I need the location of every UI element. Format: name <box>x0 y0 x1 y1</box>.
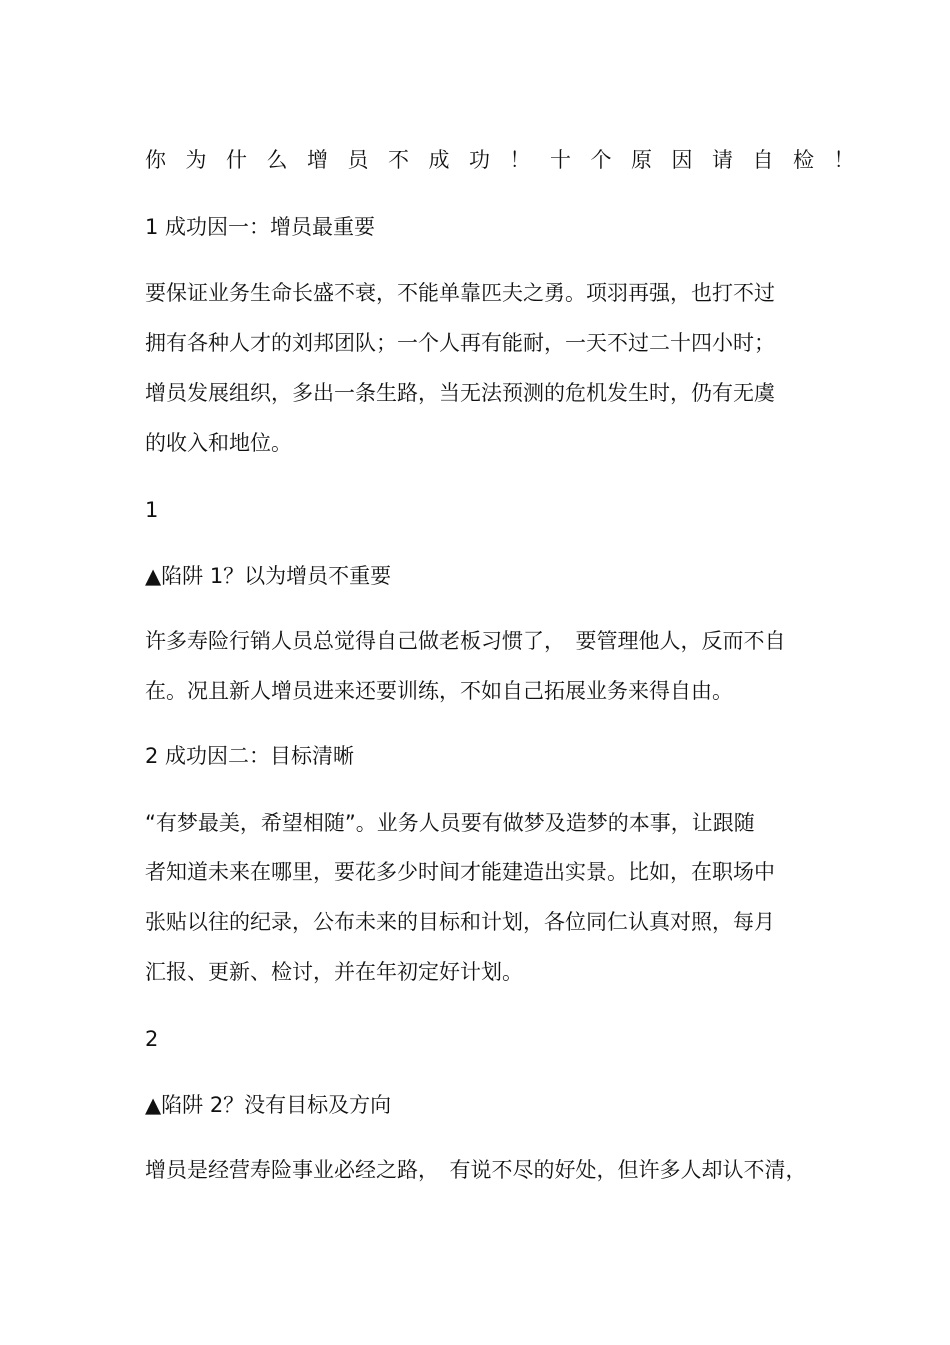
trap2-para-line-1: 增员是经营寿险事业必经之路， 有说不尽的好处，但许多人却认不清， <box>145 1158 807 1182</box>
trap1-para-line-2: 在。况且新人增员进来还要训练，不如自己拓展业务来得自由。 <box>145 679 733 703</box>
para2-line-3: 张贴以往的纪录，公布未来的目标和计划，各位同仁认真对照，每月 <box>145 910 775 934</box>
trap2-heading: ▲陷阱 2？没有目标及方向 <box>145 1093 392 1117</box>
page-marker-2: 2 <box>145 1027 159 1051</box>
trap1-heading: ▲陷阱 1？以为增员不重要 <box>145 564 392 588</box>
para2-line-2: 者知道未来在哪里，要花多少时间才能建造出实景。比如，在职场中 <box>145 860 775 884</box>
page-marker-1: 1 <box>145 498 159 522</box>
para1-line-1: 要保证业务生命长盛不衰，不能单靠匹夫之勇。项羽再强，也打不过 <box>145 281 775 305</box>
para2-line-1: “有梦最美，希望相随”。业务人员要有做梦及造梦的本事，让跟随 <box>145 811 755 835</box>
section1-heading: 1 成功因一：增员最重要 <box>145 215 376 239</box>
para1-line-2: 拥有各种人才的刘邦团队；一个人再有能耐，一天不过二十四小时； <box>145 331 775 355</box>
para2-line-4: 汇报、更新、检讨，并在年初定好计划。 <box>145 960 523 984</box>
section2-heading: 2 成功因二：目标清晰 <box>145 744 355 768</box>
para1-line-4: 的收入和地位。 <box>145 431 292 455</box>
trap1-para-line-1: 许多寿险行销人员总觉得自己做老板习惯了， 要管理他人，反而不自 <box>145 629 786 653</box>
document-title: 你为什么增员不成功！十个原因请自检！ <box>145 148 874 172</box>
para1-line-3: 增员发展组织，多出一条生路，当无法预测的危机发生时，仍有无虞 <box>145 381 775 405</box>
